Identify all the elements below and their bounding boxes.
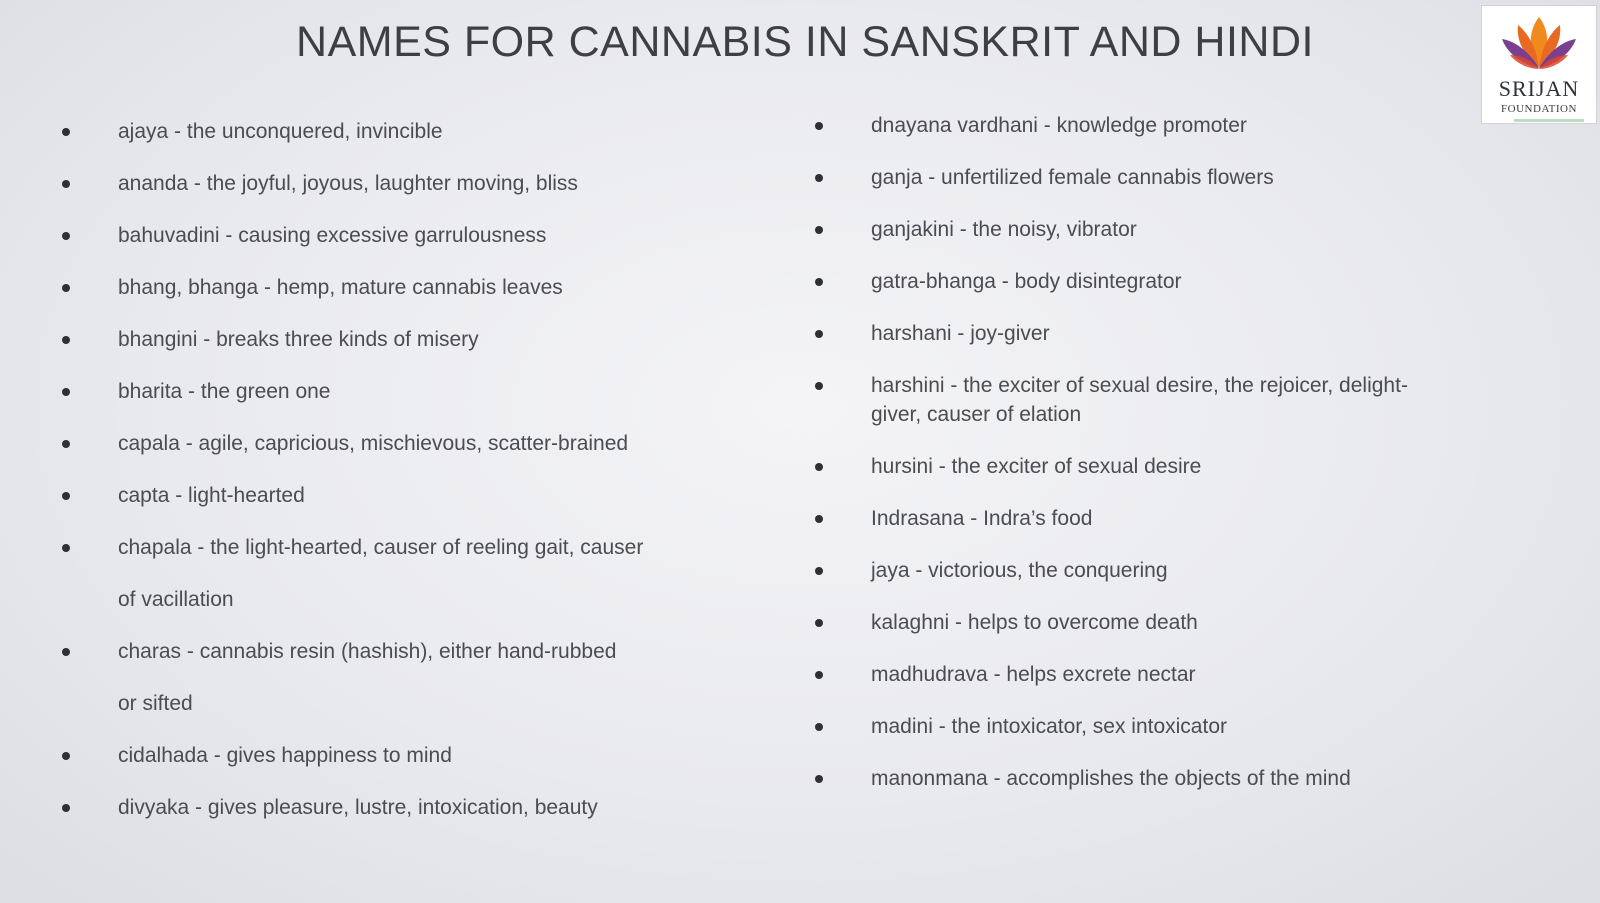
lotus-icon — [1498, 11, 1580, 73]
slide-title: NAMES FOR CANNABIS IN SANSKRIT AND HINDI — [296, 18, 1314, 66]
logo-subtitle: FOUNDATION — [1501, 103, 1577, 115]
list-item-text: ganjakini - the noisy, vibrator — [871, 218, 1137, 241]
list-item — [813, 452, 1433, 481]
list-item-text: hursini - the exciter of sexual desire — [871, 455, 1202, 478]
bullet-icon — [815, 122, 823, 130]
bullet-icon — [62, 336, 70, 344]
bullet-icon — [62, 492, 70, 500]
list-item-text: Indrasana - Indra’s food — [871, 507, 1093, 530]
list-item — [60, 366, 700, 418]
list-item-text: ananda - the joyful, joyous, laughter moving, bliss — [118, 172, 578, 195]
list-item — [813, 163, 1433, 192]
list-item-text: chapala - the light-hearted, causer of reeling gait, causer of vacillation — [118, 536, 644, 611]
list-item-text: bhang, bhanga - hemp, mature cannabis leaves — [118, 276, 563, 299]
list-item-text: divyaka - gives pleasure, lustre, intoxication, beauty — [118, 796, 598, 819]
bullet-icon — [815, 515, 823, 523]
bullet-icon — [62, 544, 70, 552]
list-item — [60, 730, 700, 782]
list-item — [813, 371, 1411, 429]
logo-name: SRIJAN — [1498, 76, 1580, 101]
bullet-icon — [815, 226, 823, 234]
list-item — [813, 215, 1433, 244]
list-item-text: gatra-bhanga - body disintegrator — [871, 270, 1182, 293]
list-item-text: madhudrava - helps excrete nectar — [871, 663, 1196, 686]
bullet-icon — [815, 463, 823, 471]
bullet-icon — [815, 671, 823, 679]
list-item — [813, 556, 1433, 585]
list-item-text: dnayana vardhani - knowledge promoter — [871, 114, 1247, 137]
list-item-text: bhangini - breaks three kinds of misery — [118, 328, 479, 351]
list-item-text: bharita - the green one — [118, 380, 331, 403]
bullet-icon — [815, 382, 823, 390]
list-item — [813, 504, 1433, 533]
list-item — [60, 522, 658, 626]
list-item-text: jaya - victorious, the conquering — [871, 559, 1168, 582]
list-item-text: cidalhada - gives happiness to mind — [118, 744, 452, 767]
bullet-icon — [62, 648, 70, 656]
bullet-icon — [815, 278, 823, 286]
list-item-text: madini - the intoxicator, sex intoxicator — [871, 715, 1227, 738]
bullet-icon — [62, 128, 70, 136]
bullet-icon — [815, 567, 823, 575]
list-item — [813, 267, 1433, 296]
bullet-icon — [815, 723, 823, 731]
bullet-icon — [62, 232, 70, 240]
list-item — [60, 782, 700, 834]
bullet-icon — [815, 174, 823, 182]
list-item — [60, 314, 700, 366]
list-item-text: ganja - unfertilized female cannabis flowers — [871, 166, 1274, 189]
list-item — [813, 319, 1433, 348]
bullet-icon — [62, 180, 70, 188]
list-item — [60, 470, 700, 522]
bullet-icon — [62, 284, 70, 292]
bullet-icon — [62, 804, 70, 812]
list-item — [60, 210, 700, 262]
list-item — [60, 106, 700, 158]
bullet-icon — [815, 330, 823, 338]
list-item-text: charas - cannabis resin (hashish), either hand-rubbed or sifted — [118, 640, 617, 715]
bullet-icon — [62, 752, 70, 760]
logo-strip — [1514, 119, 1584, 122]
list-item-text: bahuvadini - causing excessive garrulousness — [118, 224, 547, 247]
list-item-text: kalaghni - helps to overcome death — [871, 611, 1198, 634]
list-item — [60, 262, 700, 314]
list-item — [60, 626, 638, 730]
list-item — [813, 764, 1433, 793]
list-item — [60, 418, 638, 470]
list-item-text: manonmana - accomplishes the objects of the mind — [871, 767, 1351, 790]
bullet-icon — [815, 775, 823, 783]
right-name-list — [813, 111, 1433, 816]
list-item — [813, 608, 1433, 637]
list-item-text: capta - light-hearted — [118, 484, 305, 507]
list-item-text: capala - agile, capricious, mischievous, scatter-brained — [118, 432, 629, 455]
bullet-icon — [62, 388, 70, 396]
list-item — [60, 158, 700, 210]
list-item-text: ajaya - the unconquered, invincible — [118, 120, 443, 143]
list-item — [813, 712, 1433, 741]
list-item-text: harshani - joy-giver — [871, 322, 1050, 345]
srijan-foundation-logo — [1481, 5, 1597, 124]
list-item-text: harshini - the exciter of sexual desire, the rejoicer, delight-giver, causer of elation — [871, 374, 1408, 426]
bullet-icon — [62, 440, 70, 448]
list-item — [813, 660, 1433, 689]
bullet-icon — [815, 619, 823, 627]
left-name-list — [60, 106, 700, 834]
list-item — [813, 111, 1433, 140]
